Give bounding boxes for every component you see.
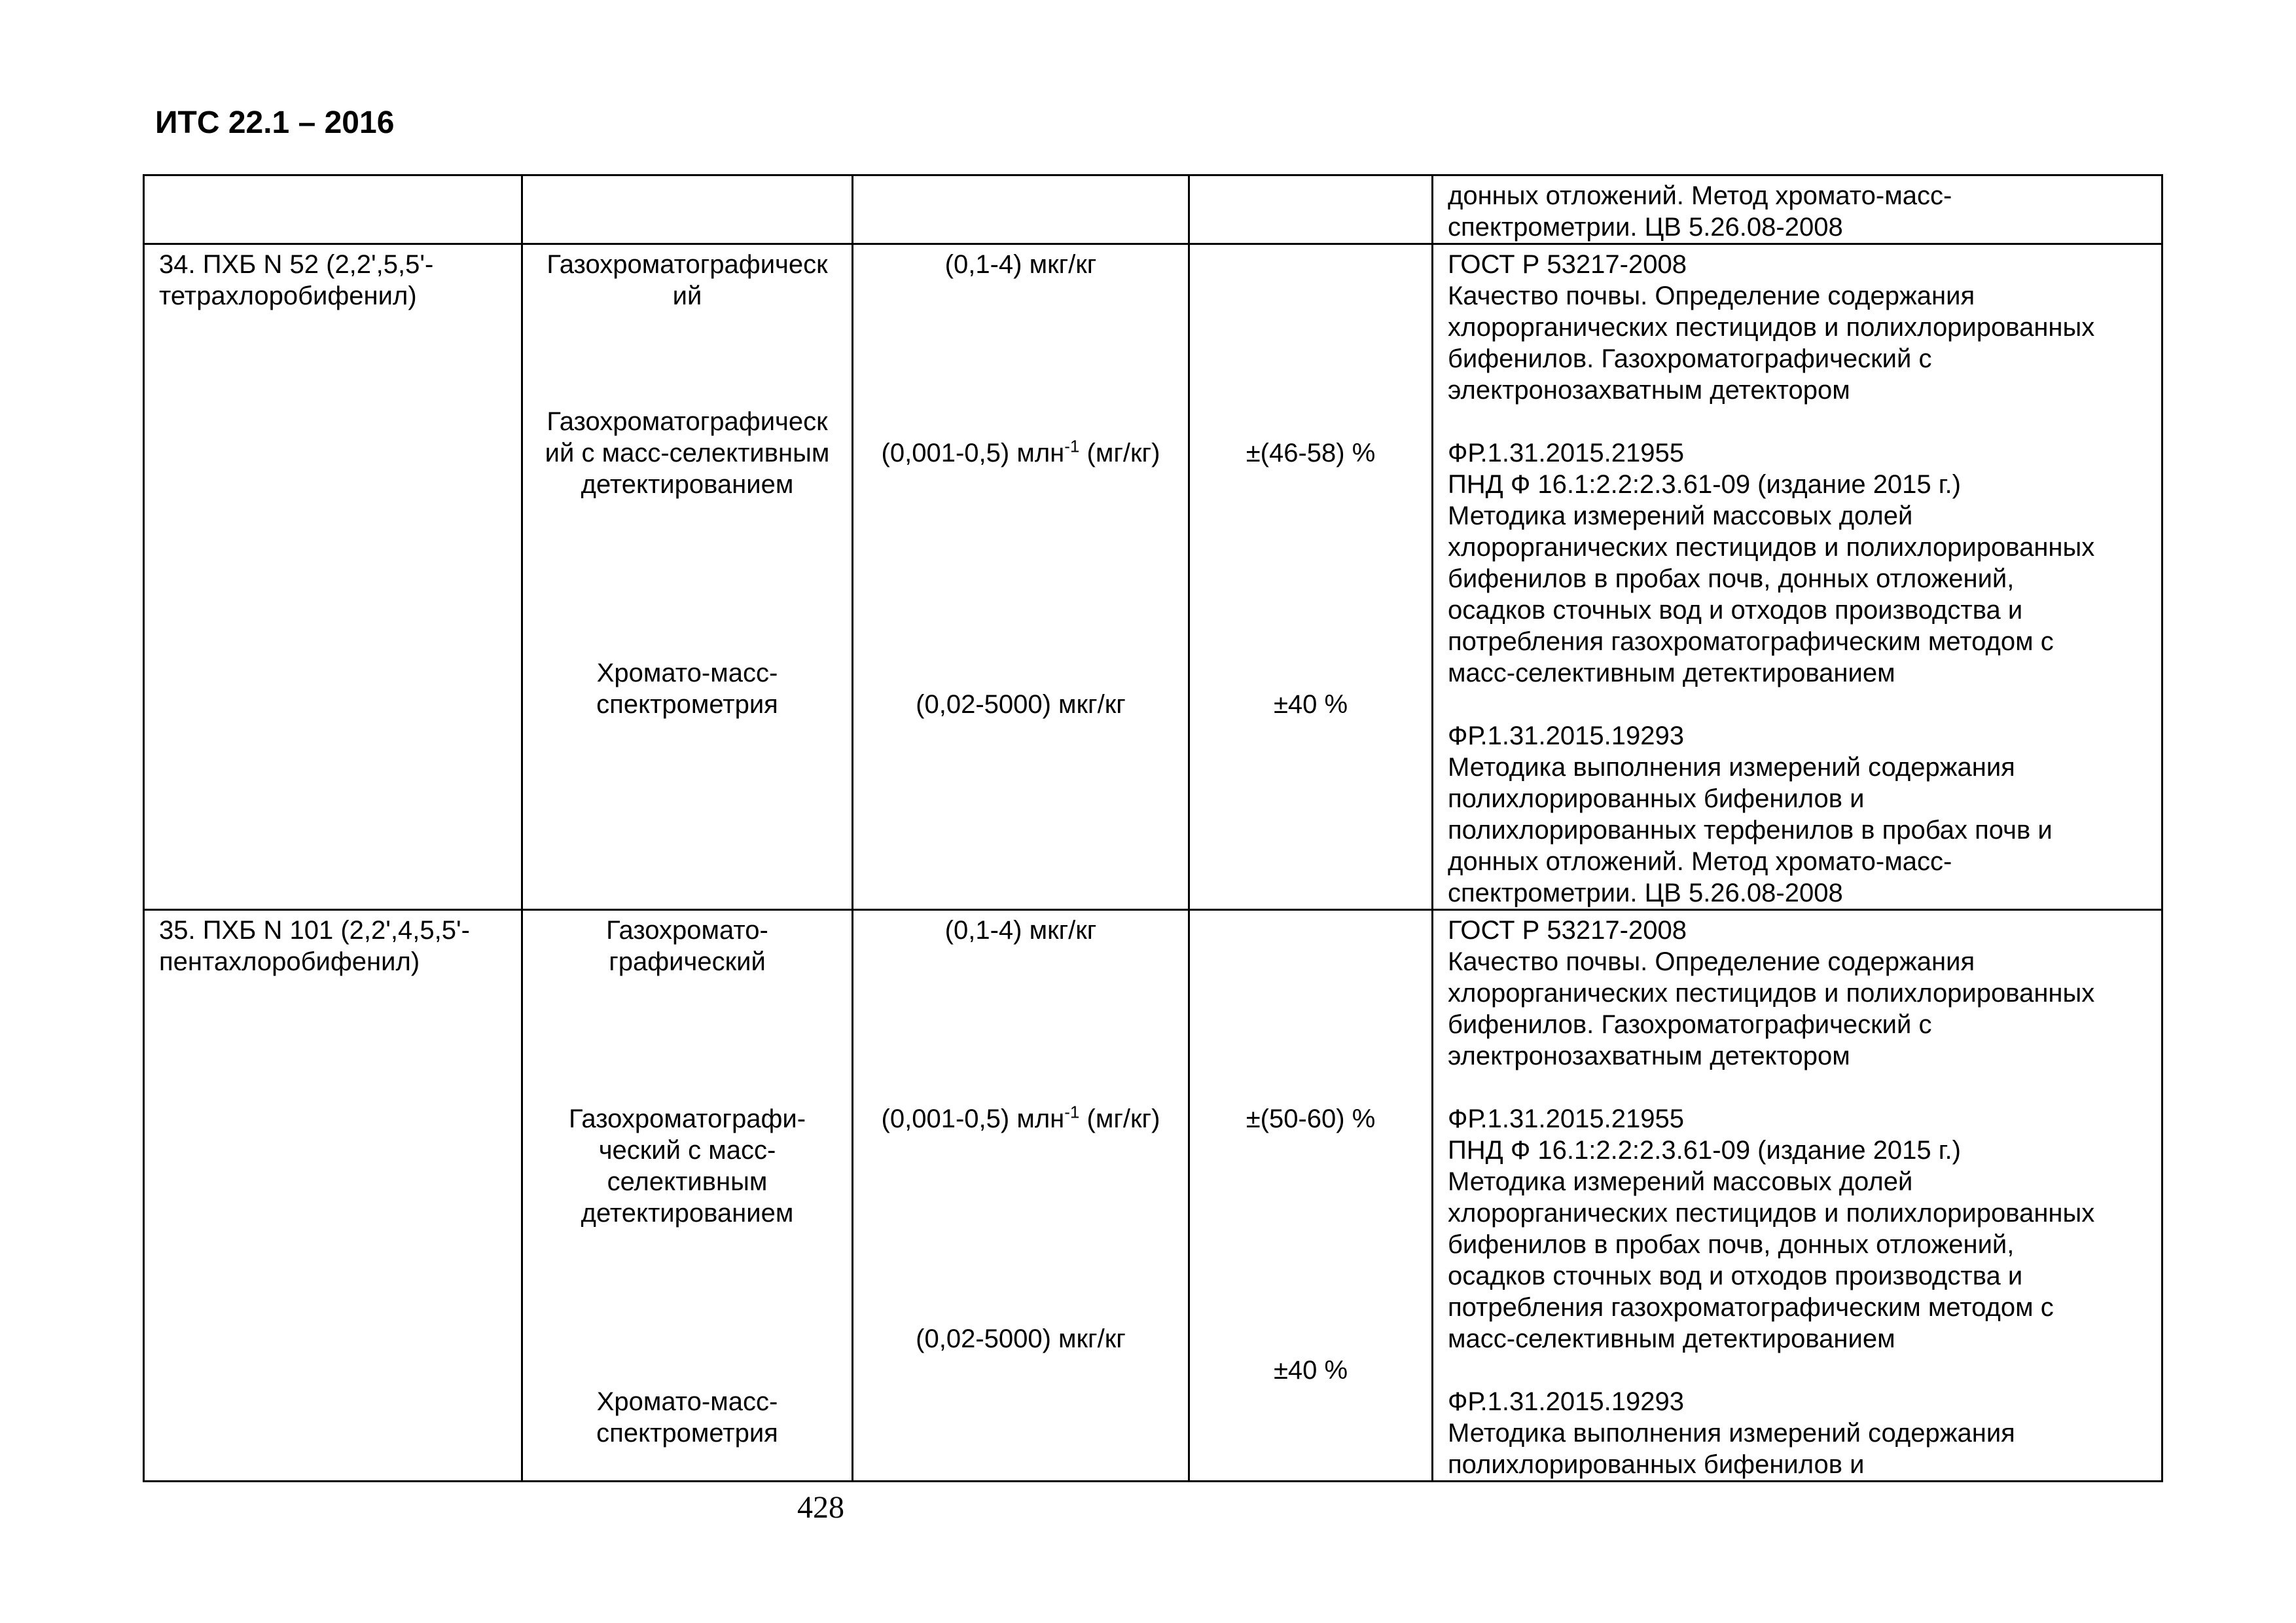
method-line: Хромато-масс-: [596, 1387, 778, 1416]
substance-cell: [144, 175, 522, 244]
error-value: ±(50-60) %: [1246, 1104, 1376, 1133]
document-line: электронозахватным детектором: [1448, 1042, 1850, 1070]
document-line: бифенилов в пробах почв, донных отложений,: [1448, 564, 2015, 593]
page-number: 428: [797, 1490, 844, 1525]
method-cell: [522, 910, 853, 1482]
range-value: (0,02-5000) мкг/кг: [916, 690, 1126, 719]
substance-line: 35. ПХБ N 101 (2,2',4,5,5'-: [159, 916, 470, 945]
substance-line: тетрахлоробифенил): [159, 282, 417, 310]
document-line: хлорорганических пестицидов и полихлорированных: [1448, 979, 2095, 1008]
range-value: (0,1-4) мкг/кг: [944, 250, 1097, 279]
table-row: [144, 910, 2162, 1482]
method-line: детектированием: [581, 470, 794, 499]
table-row: [144, 244, 2162, 910]
range-value: (0,001-0,5) млн$^{-1}$ (мг/кг): [881, 1102, 1160, 1133]
error-value: ±40 %: [1273, 690, 1348, 719]
document-line: [1448, 406, 2147, 437]
substance-line: 34. ПХБ N 52 (2,2',5,5'-: [159, 250, 434, 279]
document-line: ФР.1.31.2015.21955: [1448, 1104, 1684, 1133]
document-line: полихлорированных бифенилов и: [1448, 784, 1865, 813]
document-line: спектрометрии. ЦВ 5.26.08-2008: [1448, 879, 1843, 907]
document-line: хлорорганических пестицидов и полихлорированных: [1448, 533, 2095, 562]
document-line: полихлорированных терфенилов в пробах почв и: [1448, 816, 2053, 845]
method-cell: [522, 244, 853, 910]
document-line: [1448, 1072, 2147, 1103]
method-line: спектрометрия: [596, 1419, 778, 1448]
document-line: [1448, 1355, 2147, 1386]
method-cell: [522, 175, 853, 244]
document-line: донных отложений. Метод хромато-масс-: [1448, 181, 1952, 210]
error-cell: [1189, 244, 1433, 910]
methods-table: [143, 174, 2163, 1482]
method-line: Газохроматографи-: [568, 1104, 806, 1133]
table-row: [144, 175, 2162, 244]
document-line: [1448, 689, 2147, 720]
method-line: спектрометрия: [596, 690, 778, 719]
method-line: Хромато-масс-: [596, 659, 778, 687]
method-line: графический: [609, 947, 766, 976]
range-value: (0,001-0,5) млн$^{-1}$ (мг/кг): [881, 436, 1160, 467]
document-line: потребления газохроматографическим методом с: [1448, 627, 2054, 656]
range-value: (0,02-5000) мкг/кг: [916, 1324, 1126, 1353]
document-line: ГОСТ Р 53217-2008: [1448, 916, 1687, 945]
substance-cell: [144, 244, 522, 910]
method-line: Газохроматографическ: [547, 250, 828, 279]
document-line: потребления газохроматографическим методом с: [1448, 1293, 2054, 1322]
document-line: полихлорированных бифенилов и: [1448, 1450, 1865, 1479]
error-cell: [1189, 175, 1433, 244]
range-cell: [853, 244, 1189, 910]
document-line: хлорорганических пестицидов и полихлорированных: [1448, 1199, 2095, 1228]
document-line: Методика измерений массовых долей: [1448, 501, 1913, 530]
document-line: ФР.1.31.2015.19293: [1448, 721, 1684, 750]
error-value: ±40 %: [1273, 1356, 1348, 1385]
document-line: осадков сточных вод и отходов производства и: [1448, 1262, 2023, 1290]
document-line: бифенилов. Газохроматографический с: [1448, 1010, 1932, 1039]
document-line: Методика измерений массовых долей: [1448, 1167, 1913, 1196]
document-line: ФР.1.31.2015.21955: [1448, 439, 1684, 467]
method-line: Газохромато-: [606, 916, 768, 945]
document-line: ПНД Ф 16.1:2.2:2.3.61-09 (издание 2015 г.): [1448, 470, 1961, 499]
error-value: ±(46-58) %: [1246, 439, 1376, 467]
document-cell: [1433, 244, 2162, 910]
document-line: Качество почвы. Определение содержания: [1448, 947, 1975, 976]
method-line: ий с масс-селективным: [545, 439, 830, 467]
range-value: (0,1-4) мкг/кг: [944, 916, 1097, 945]
method-line: селективным: [607, 1167, 768, 1196]
document-line: спектрометрии. ЦВ 5.26.08-2008: [1448, 213, 1843, 242]
method-line: детектированием: [581, 1199, 794, 1228]
document-line: Качество почвы. Определение содержания: [1448, 282, 1975, 310]
document-line: масс-селективным детектированием: [1448, 1324, 1895, 1353]
document-line: хлорорганических пестицидов и полихлорированных: [1448, 313, 2095, 342]
document-line: донных отложений. Метод хромато-масс-: [1448, 847, 1952, 876]
range-cell: [853, 175, 1189, 244]
range-cell: [853, 910, 1189, 1482]
document-line: электронозахватным детектором: [1448, 376, 1850, 405]
document-line: Методика выполнения измерений содержания: [1448, 753, 2015, 782]
document-line: ГОСТ Р 53217-2008: [1448, 250, 1687, 279]
document-header: ИТС 22.1 – 2016: [155, 105, 395, 140]
method-line: ий: [672, 282, 702, 310]
method-line: Газохроматографическ: [547, 407, 828, 436]
substance-line: пентахлоробифенил): [159, 947, 420, 976]
method-line: ческий с масс-: [598, 1136, 776, 1165]
document-line: осадков сточных вод и отходов производства и: [1448, 596, 2023, 625]
document-cell: [1433, 175, 2162, 244]
document-line: масс-селективным детектированием: [1448, 659, 1895, 687]
document-cell: [1433, 910, 2162, 1482]
document-line: бифенилов в пробах почв, донных отложений,: [1448, 1230, 2015, 1259]
error-cell: [1189, 910, 1433, 1482]
substance-cell: [144, 910, 522, 1482]
document-line: Методика выполнения измерений содержания: [1448, 1419, 2015, 1448]
document-line: бифенилов. Газохроматографический с: [1448, 344, 1932, 373]
document-line: ПНД Ф 16.1:2.2:2.3.61-09 (издание 2015 г.): [1448, 1136, 1961, 1165]
document-line: ФР.1.31.2015.19293: [1448, 1387, 1684, 1416]
